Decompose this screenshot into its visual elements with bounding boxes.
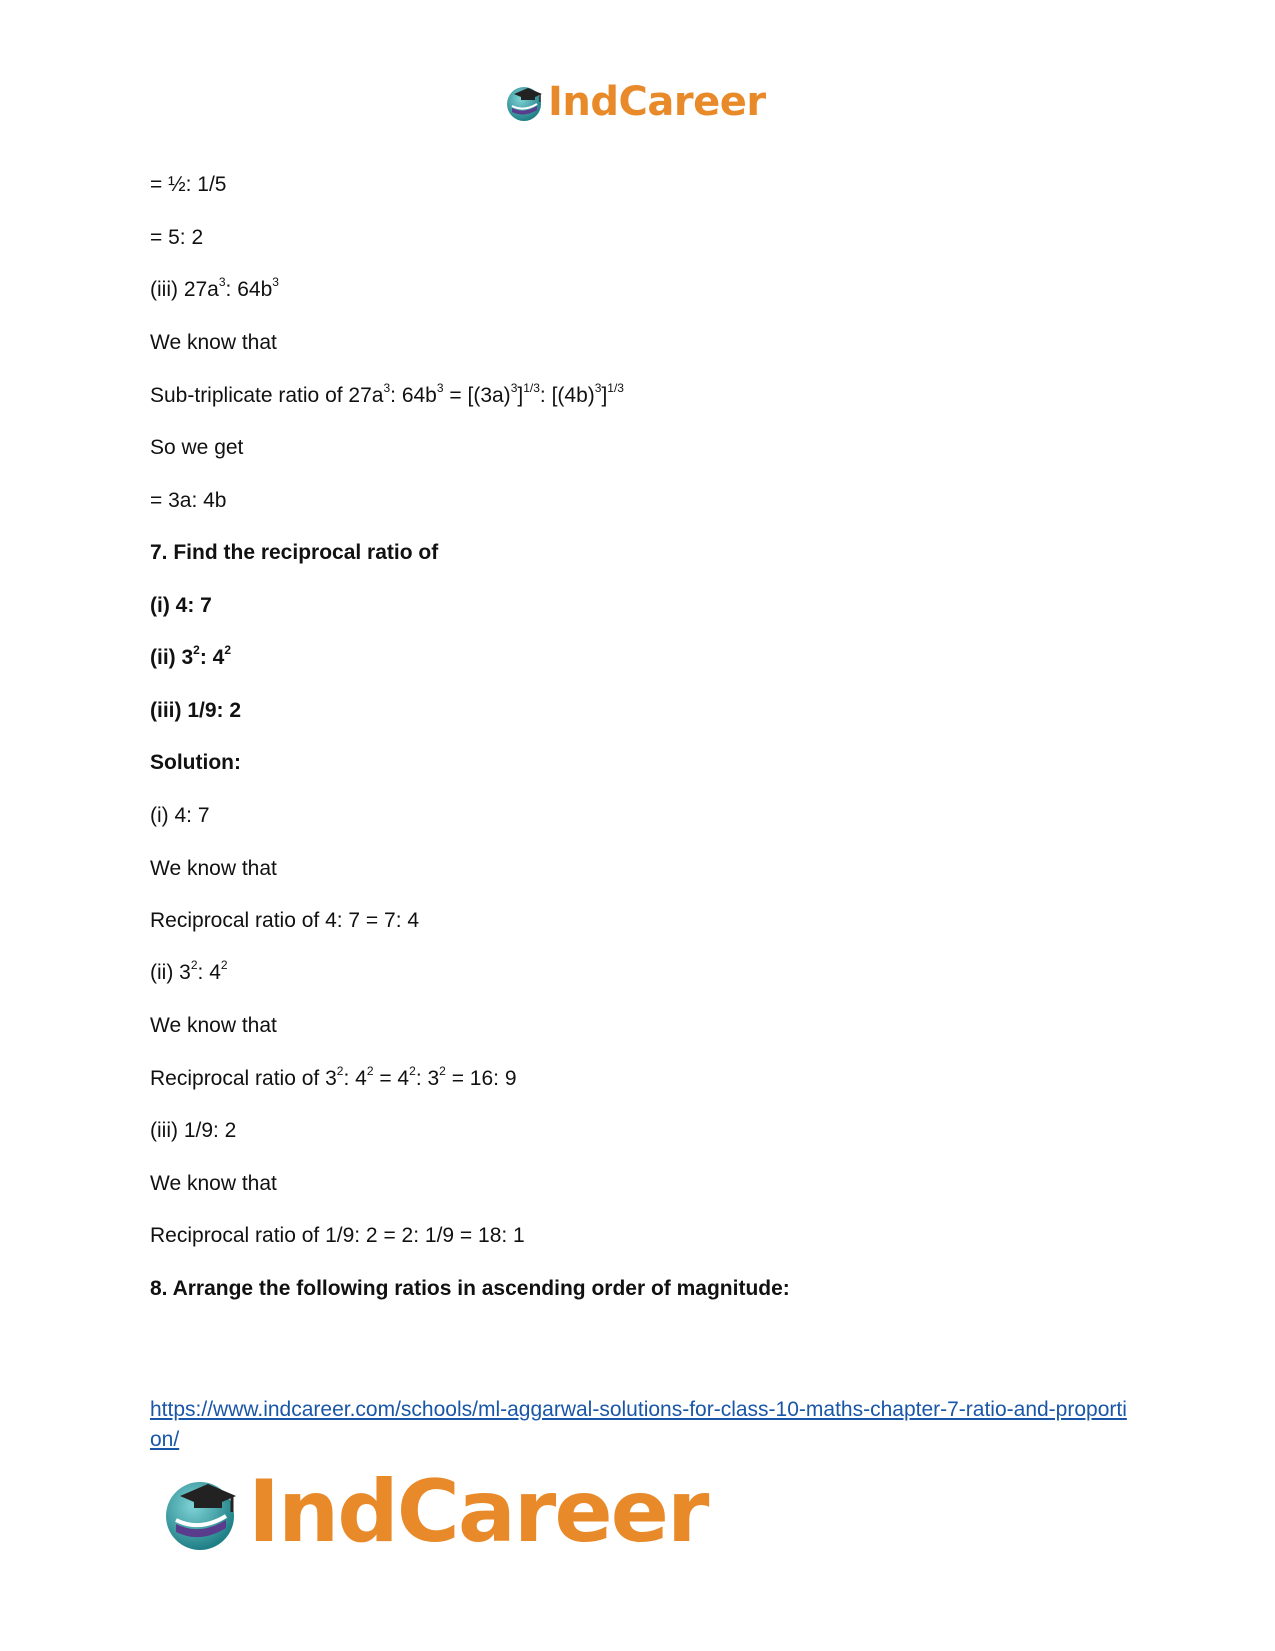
- text-line: Sub-triplicate ratio of $27a^3$: $64b^3 = [(3a)^3]^{1/3}$: $[(4b)^3]^{1/3}$: [150, 381, 624, 407]
- text-line: (iii) $27a^3$: $64b^3$: [150, 275, 279, 301]
- text-line: We know that: [150, 1014, 277, 1037]
- text-line: = 5: 2: [150, 226, 204, 249]
- text-line: (ii) $3^2$: $4^2$: [150, 958, 228, 984]
- question-heading: 7. Find the reciprocal ratio of: [150, 541, 439, 564]
- text-line: Reciprocal ratio of 4: 7 = 7: 4: [150, 909, 420, 932]
- brand-name: IndCareer: [248, 1462, 708, 1562]
- question-part: (i) 4: 7: [150, 594, 212, 617]
- text-line: We know that: [150, 331, 277, 354]
- text-line: = ½: 1/5: [150, 173, 227, 196]
- header-logo: [504, 78, 766, 126]
- globe-graduation-cap-icon: [160, 1468, 248, 1556]
- text-line: We know that: [150, 1172, 277, 1195]
- text-line: We know that: [150, 857, 277, 880]
- text-line: Reciprocal ratio of $3^2$: $4^2 = 4^2$: $3^2 = 16$: 9: [150, 1064, 517, 1090]
- question-heading: 8. Arrange the following ratios in ascending order of magnitude:: [150, 1277, 790, 1300]
- brand-name: IndCareer: [548, 79, 766, 125]
- globe-graduation-cap-icon: [504, 80, 548, 124]
- text-line: Reciprocal ratio of 1/9: 2 = 2: 1/9 = 18: 1: [150, 1224, 525, 1247]
- question-part: (iii) 1/9: 2: [150, 699, 242, 722]
- text-line: = 3a: 4b: [150, 489, 227, 512]
- text-line: So we get: [150, 436, 244, 459]
- footer-logo: [160, 1462, 707, 1562]
- text-line: (i) 4: 7: [150, 804, 210, 827]
- text-line: (iii) 1/9: 2: [150, 1119, 237, 1142]
- question-part: (ii) $3^2$: $4^2$: [150, 643, 232, 669]
- solution-heading: Solution:: [150, 751, 241, 774]
- source-link[interactable]: https://www.indcareer.com/schools/ml-aggarwal-solutions-for-class-10-maths-chapter-7-ratio-and-proportion/: [150, 1398, 1127, 1451]
